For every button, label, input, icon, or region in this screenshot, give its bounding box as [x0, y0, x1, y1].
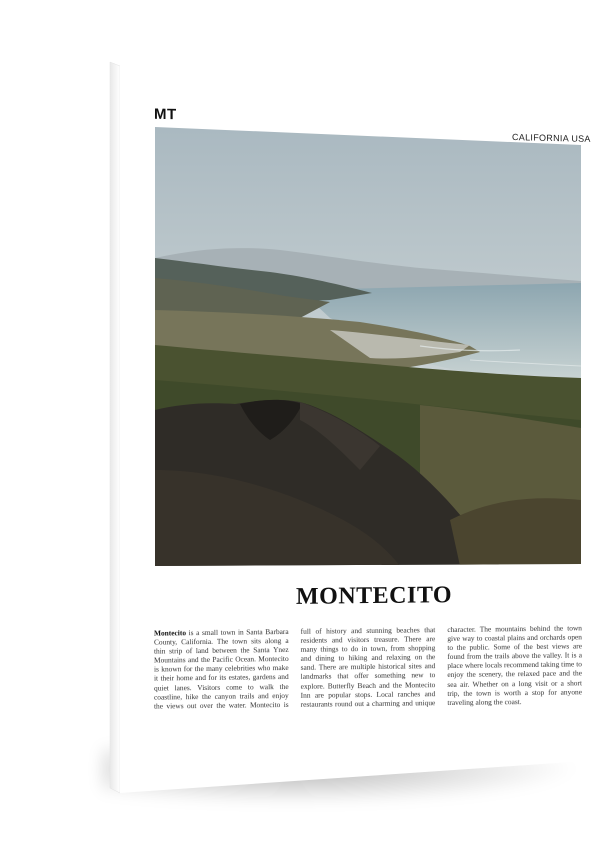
poster-title: MONTECITO — [296, 582, 453, 610]
description-lead: Montecito — [154, 628, 187, 638]
poster-description — [154, 623, 582, 744]
description-text: is a small town in Santa Barbara County, California. The town sits along a thin strip of land between the Santa Ynez Mountains and the Pacific Ocean. Montecito is known for the many celebrities who make it their home and for its estates, gardens and quiet lanes. Visitors come to walk the coastline, hike the canyon trails and enjoy the views out over the water. Montecito is full of history and stunning beaches that residents and visitors treasure. There are many things to do in town, from shopping and dining to hiking and relaxing on the sand. There are multiple historical sites and landmarks that offer something new to explore. Butterfly Beach and the Montecito Inn are popular stops. Local ranches and restaurants round out a charming and unique character. The mountains behind the town give way to coastal plains and orchards open to the public. Some of the best views are found from the trails above the valley. It is a place where locals recommend taking time to enjoy the scenery, the relaxed pace and the sea air. Whether on a long visit or a short trip, the town is worth a stop for anyone traveling along the coast. — [154, 623, 582, 711]
landscape-photo — [150, 120, 590, 580]
location-label: CALIFORNIA USA — [512, 132, 591, 144]
location-code: MT — [154, 105, 177, 124]
canvas-edge — [110, 62, 120, 793]
